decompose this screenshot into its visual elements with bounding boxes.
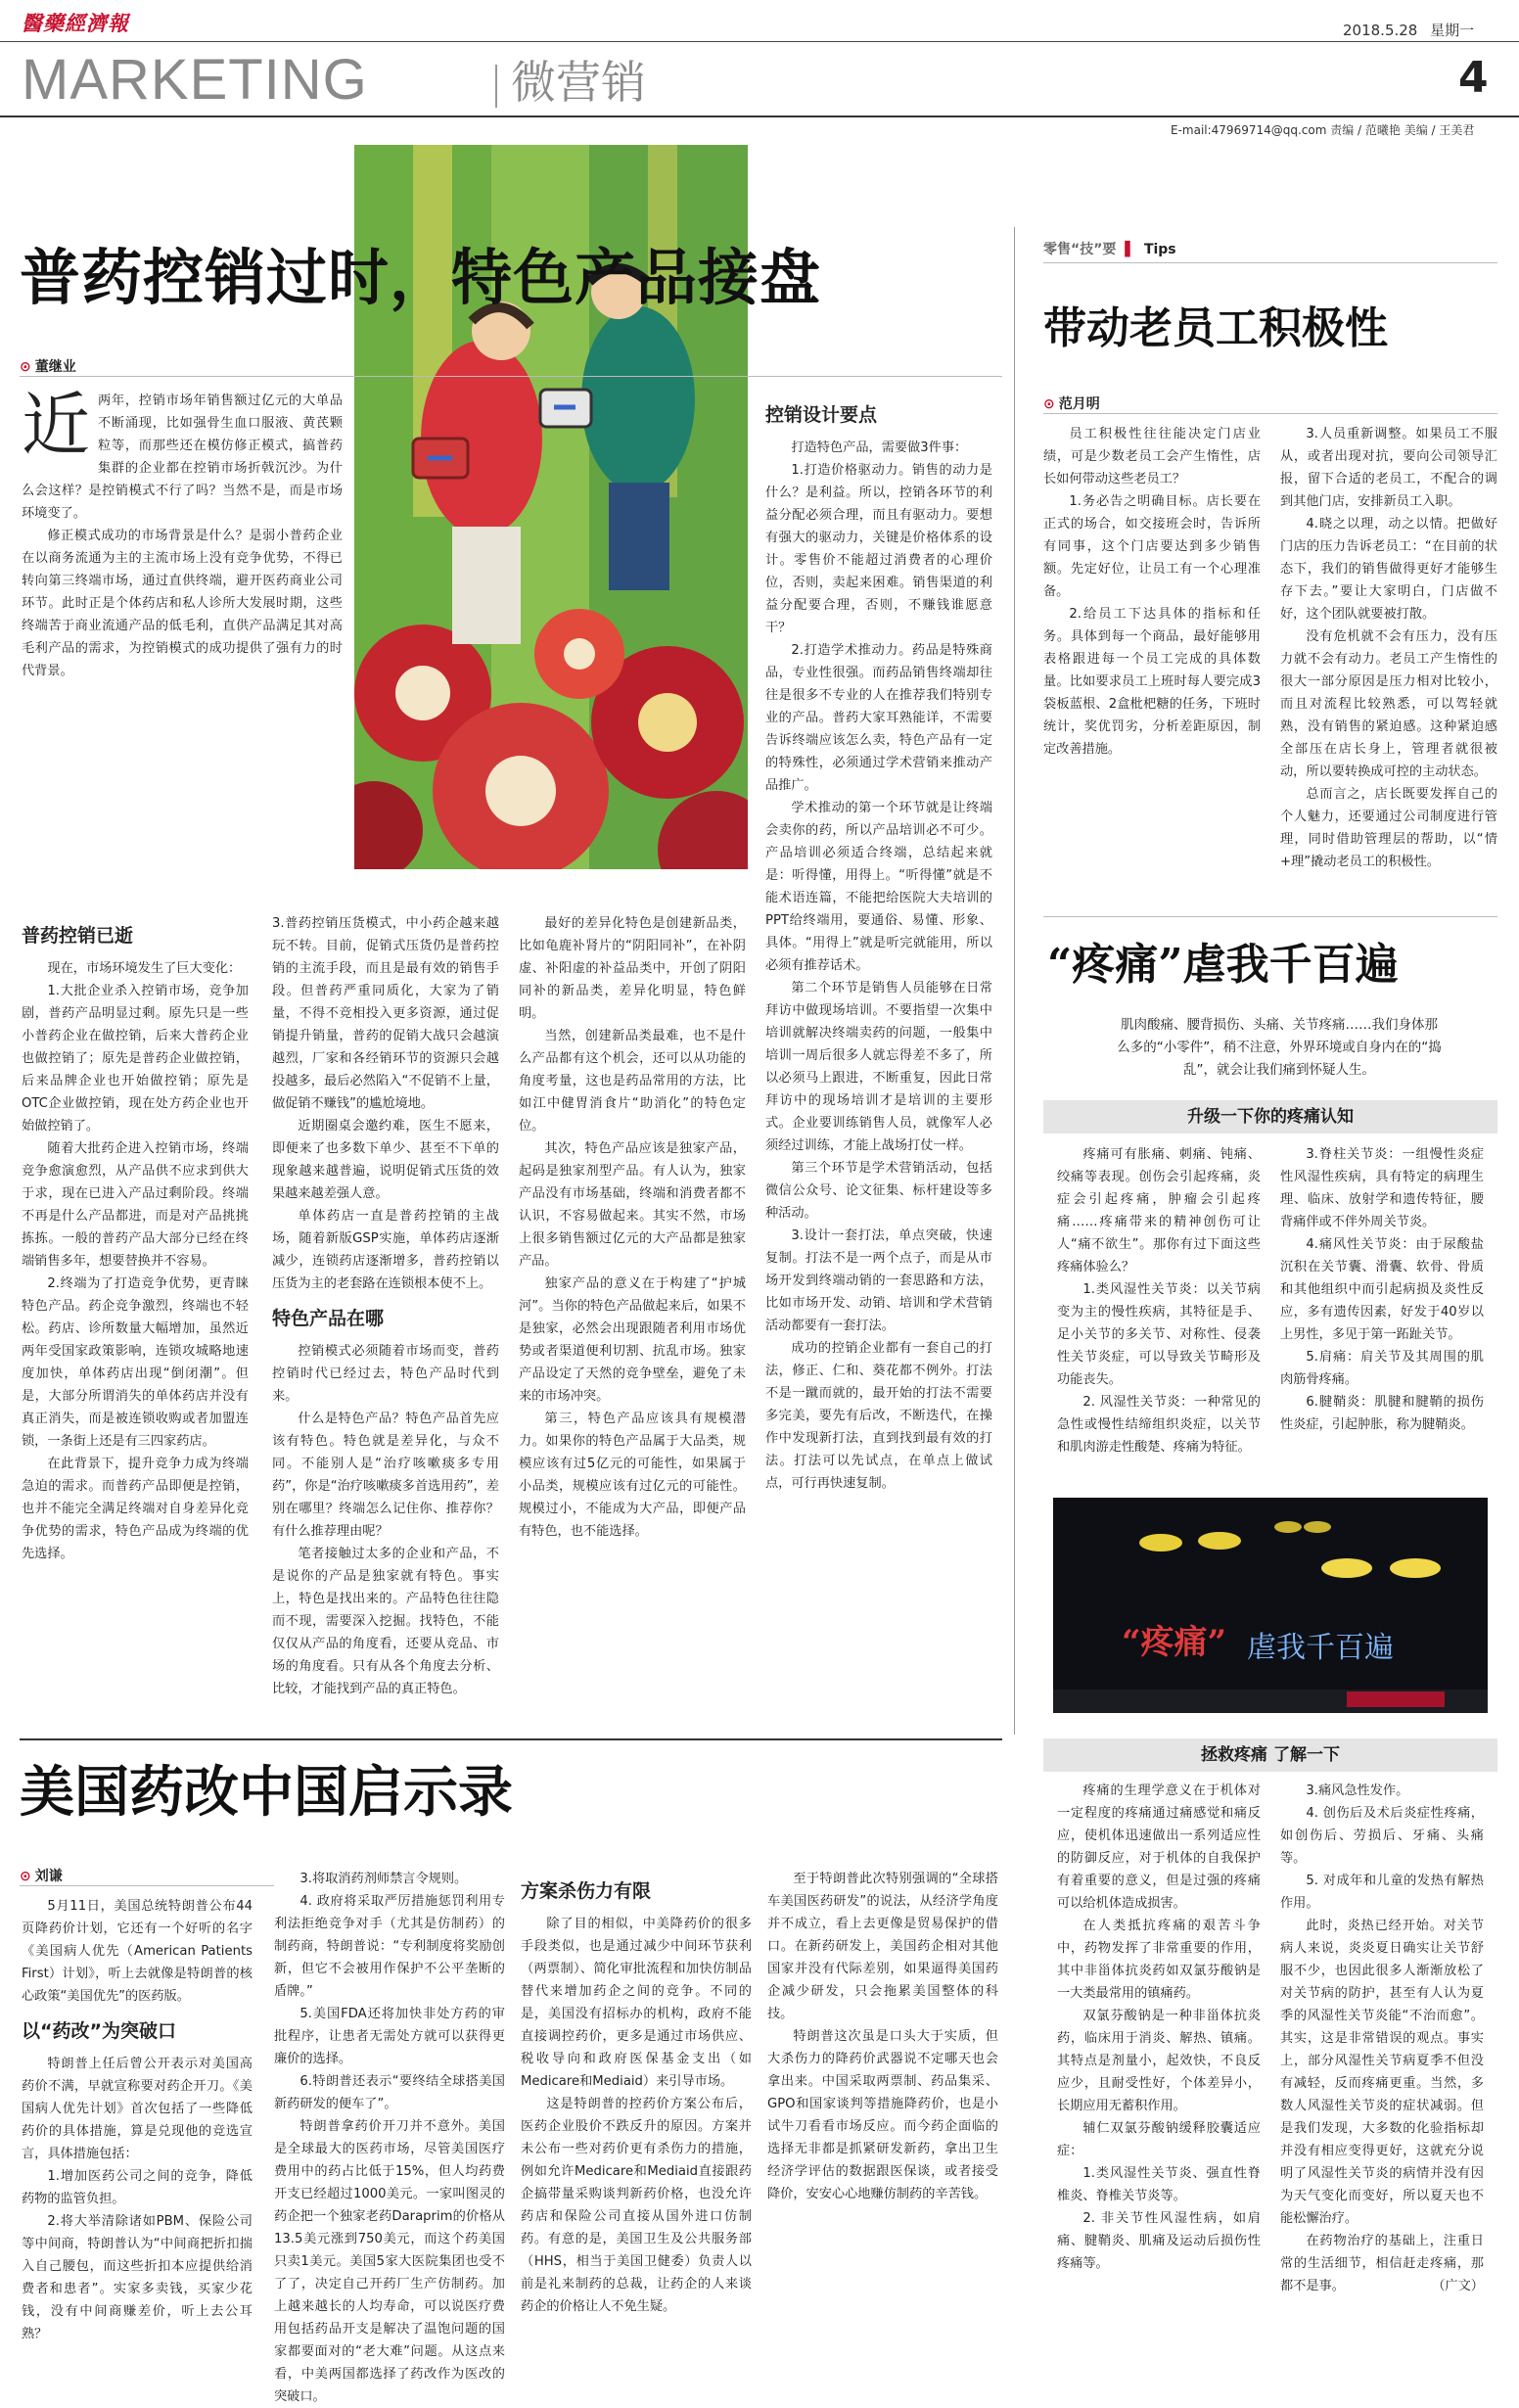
subheading: 以“药改”为突破口 [22,2020,176,2042]
pain-banner [1053,1498,1488,1713]
subheading: 特色产品在哪 [272,1308,385,1329]
article1-byline [20,356,76,376]
paragraph: 6.腱鞘炎：肌腱和腱鞘的损伤性炎症，引起肿胀，称为腱鞘炎。 [1280,1395,1484,1432]
article3-column-1 [22,1895,253,2345]
paragraph: 笔者接触过太多的企业和产品，不是说你的产品是独家就有特色。事实上，特色是找出来的。产品特色往往隐而不现，需要深入挖掘。找特色，不能仅仅从产品的角度看，还要从竞品、市场的角度看。只有从各个角度去分析、比较，才能找到产品的真正特色。 [272,1547,499,1696]
paragraph: 5.美国FDA还将加快非处方药的审批程序，让患者无需处方就可以获得更廉价的选择。 [274,2007,505,2066]
paragraph: 1.打造价格驱动力。销售的动力是什么？是利益。所以，控销各环节的利益分配必须合理，而且有驱动力。要想有强大的驱动力，关键是价格体系的设计。零售价不能超过消费者的心理价位，否则，卖起来困难。销售渠道的利益分配要合理，否则，不赚钱谁愿意干？ [765,463,992,635]
paragraph: 现在，市场环境发生了巨大变化： [47,961,242,976]
paragraph: 第三个环节是学术营销活动，包括微信公众号、论文征集、标杆建设等多种活动。 [765,1161,992,1221]
paragraph: 总而言之，店长既要发挥自己的个人魅力，还要通过公司制度进行管理，同时借助管理层的帮助，以“情+理”撬动老员工的积极性。 [1280,787,1497,869]
masthead-top-rule [0,41,1519,42]
pain-box1-header: 升级一下你的疼痛认知 [1043,1100,1497,1134]
banner-brand-logo [1347,1691,1445,1707]
paragraph: 第二个环节是销售人员能够在日常拜访中做现场培训。不要指望一次集中培训就解决终端卖药的问题，一般集中培训一周后很多人就忘得差不多了，所以必须马上跟进，不断重复，因此日常拜访中的现场培训才是培训的主要形式。企业要训练销售人员，就像军人必须经过训练，才能上战场打仗一样。 [765,981,992,1153]
article1-title-rule [20,376,1002,377]
paragraph: 学术推动的第一个环节就是让终端会卖你的药，所以产品培训必不可少。产品培训必须适合终端，总结起来就是：听得懂，用得上。“听得懂”就是不能术语连篇，不能把给医院大夫培训的PPT给终端用，要通俗、易懂、形象、具体。“用得上”就是听完就能用，所以必须有推荐话术。 [765,801,992,973]
paragraph: 随着大批药企进入控销市场，终端竞争愈演愈烈，从产品供不应求到供大于求，现在已进入产品过剩阶段。终端不再是什么产品都进，而是对产品挑挑拣拣。一般的普药产品大部分已经在终端销售多年，想要替换并不容易。 [22,1141,249,1269]
bullet-icon: ⊙ [1043,396,1055,412]
source-tag: （广文） [1432,2279,1484,2293]
pain-box1-column-1 [1057,1143,1261,1459]
article1-column-2 [272,912,499,1700]
tips-rule [1043,262,1497,263]
paragraph: 此时，炎热已经开始。对关节病人来说，炎炎夏日确实让关节舒服不少，也因此很多人渐渐放松了对关节病的防护，甚至有人认为夏季的风湿性关节炎能“不治而愈”。其实，这是非常错误的观点。事实上，部分风湿性关节病夏季不但没有减轻，反而疼痛更重。当然，多数人风湿性关节炎的症状减弱。但是我们发现，大多数的化验指标却并没有相应变得更好，这就充分说明了风湿性关节炎的病情并没有因为天气变化而变好，所以夏天也不能松懈治疗。 [1280,1919,1484,2226]
tag-label: Tips [1143,242,1176,257]
paragraph: 3.将取消药剂师禁言令规则。 [299,1872,468,1886]
paragraph: 1.类风湿性关节炎：以关节病变为主的慢性疾病，其特征是手、足小关节的多关节、对称性、侵袭性关节炎症，可以导致关节畸形及功能丧失。 [1057,1282,1261,1387]
tag-prefix: 零售“技”要 [1043,242,1117,257]
section-title-cn: 微营销 [511,56,646,109]
pain-title: “疼痛”虐我千百遍 [1047,940,1399,990]
paragraph: 除了目的相似，中美降药价的很多手段类似，也是通过减少中间环节获利（两票制）、简化审批流程和加快仿制品替代来增加药企之间的竞争。不同的是，美国没有招标办的机构，政府不能直接调控药价，更多是通过市场供应、税收导向和政府医保基金支出（如Medicare和Mediaid）来引导市场。 [521,1917,752,2089]
paragraph: 成功的控销企业都有一套自己的打法，修正、仁和、葵花都不例外。打法不是一蹴而就的，最开始的打法不需要多完美，要先有后改，不断迭代，在操作中发现新打法，直到找到最有效的打法。打法可以先试点，在单点上做试点，可行再快速复制。 [765,1341,992,1491]
paragraph: 4.痛风性关节炎：由于尿酸盐沉积在关节囊、滑囊、软骨、骨质和其他组织中而引起病损及炎性反应，多有遗传因素，好发于40岁以上男性，多见于第一跖趾关节。 [1280,1237,1484,1342]
paragraph: 其次，特色产品应该是独家产品，起码是独家剂型产品。有人认为，独家产品没有市场基础，终端和消费者都不认识，不容易做起来。其实不然，市场上很多销售额过亿元的大产品都是独家产品。 [519,1141,746,1269]
author: 董继业 [34,359,76,375]
subheading: 普药控销已逝 [22,925,134,947]
paragraph: 在此背景下，提升竞争力成为终端急迫的需求。而普药产品即便是控销，也并不能完全满足终端对自身差异化竞争优势的需求，特色产品成为终端的优先选择。 [22,1457,249,1561]
paragraph: 2. 风湿性关节炎：一种常见的急性或慢性结缔组织炎症，以关节和肌肉游走性酸楚、疼痛为特征。 [1057,1395,1261,1455]
paragraph: 什么是特色产品？特色产品首先应该有特色。特色就是差异化，与众不同。不能别人是“治疗咳嗽痰多专用药”，你是“治疗咳嗽痰多首选用药”，差别在哪里？终端怎么记住你、推荐你？有什么推荐理由呢？ [272,1412,499,1539]
paragraph: 员工积极性往往能决定门店业绩，可是少数老员工会产生惰性，店长如何带动这些老员工？ [1043,427,1261,486]
tag-separator-icon: ▌ [1125,242,1136,257]
paragraph: 控销模式必须随着市场而变，普药控销时代已经过去，特色产品时代到来。 [272,1344,499,1404]
paragraph: 3.人员重新调整。如果员工不服从，或者出现对抗，要向公司领导汇报，留下合适的老员工，不配合的调到其他门店，安排新员工入职。 [1280,427,1497,509]
glowing-eyes-art [1053,1498,1488,1713]
paragraph: 6.特朗普还表示“要终结全球搭美国新药研发的便车了”。 [274,2074,505,2111]
article3-column-4 [767,1868,998,2205]
paragraph: 2.终端为了打造竞争优势，更青睐特色产品。药企竞争激烈，终端也不轻松。药店、诊所数量大幅增加，虽然近两年受国家政策影响，连锁攻城略地速度加快，单体药店出现“倒闭潮”。但是，大部分所谓消失的单体药店并没有真正消失，而是被连锁收购或者加盟连锁，一条街上还是有三四家药店。 [22,1276,249,1449]
paragraph: 3.普药控销压货模式，中小药企越来越玩不转。目前，促销式压货仍是普药控销的主流手段，而且是最有效的销售手段。但普药严重同质化，大家为了销量，不得不竞相投入更多资源，通过促销提升销量，普药的促销大战只会越演越烈，厂家和各经销环节的资源只会越投越多，最后必然陷入“不促销不上量，做促销不赚钱”的尴尬境地。 [272,916,499,1111]
drop-cap: 近 [22,385,90,465]
author: 刘谦 [34,1869,63,1884]
masthead-bottom-rule [0,116,1519,117]
paragraph: 第三，特色产品应该具有规模潜力。如果你的特色产品属于大品类，规模应该有过5亿元的可能性，如果属于小品类，规模应该有过亿元的可能性。规模过小，不能成为大产品，即便产品有特色，也不能选择。 [519,1412,746,1539]
paragraph: 疼痛的生理学意义在于机体对一定程度的疼痛通过痛感觉和痛反应，使机体迅速做出一系列适应性的防御反应，对于机体的自我保护有着重要的意义，但是过强的疼痛可以给机体造成损害。 [1057,1783,1261,1911]
paragraph: 最好的差异化特色是创建新品类，比如龟鹿补肾片的“阴阳同补”，在补阴虚、补阳虚的补益品类中，开创了阴阳同补的新品类，差异化明显，特色鲜明。 [519,916,746,1021]
paragraph: 1.务必告之明确目标。店长要在正式的场合，如交接班会时，告诉所有同事，这个门店要达到多少销售额。先定好位，让员工有一个心理准备。 [1043,494,1261,599]
paragraph: 特朗普这次虽是口头大于实质，但大杀伤力的降药价武器说不定哪天也会拿出来。中国采取两票制、药品集采、GPO和国家谈判等措施降药价，也是小试牛刀看看市场反应。而今药企面临的选择无非都是抓紧研发新药，拿出卫生经济学评估的数据跟医保谈，或者接受降价，安安心心地赚仿制药的辛苦钱。 [767,2029,998,2201]
article2-column-2 [1280,423,1497,873]
author: 范月明 [1058,396,1100,412]
bullet-icon: ⊙ [20,359,31,375]
page-number: 4 [1458,53,1489,103]
paragraph: 在药物治疗的基础上，注重日常的生活细节，相信赶走疼痛，那都不是事。 [1280,2234,1484,2293]
paragraph: 在人类抵抗疼痛的艰苦斗争中，药物发挥了非常重要的作用，其中非甾体抗炎药如双氯芬酸钠是一大类最常用的镇痛药。 [1057,1919,1261,2001]
pain-box2-header: 拯救疼痛 了解一下 [1043,1738,1497,1772]
article2-byline [1043,394,1100,413]
paragraph: 2. 非关节性风湿性病，如肩痛、腱鞘炎、肌痛及运动后损伤性疼痛等。 [1057,2211,1261,2271]
paragraph: 3.脊柱关节炎：一组慢性炎症性风湿性疾病，具有特定的病理生理、临床、放射学和遗传特征，腰背痛伴或不伴外周关节炎。 [1280,1147,1484,1229]
paragraph: 1.类风湿性关节炎、强直性脊椎炎、脊椎关节炎等。 [1057,2166,1261,2203]
paragraph: 3.痛风急性发作。 [1306,1783,1409,1798]
banner-text-pain: “疼痛” [1122,1623,1227,1662]
paragraph: 1.大批企业杀入控销市场，竞争加剧，普药产品明显过剩。原先只是一些小普药企业在做控销，后来大普药企业也做控销了；原先是普药企业做控销，后来品牌企业也开始做控销；原先是OTC企业做控销，现在处方药企业也开始做控销了。 [22,984,249,1134]
paragraph: 2.将大举清除诸如PBM、保险公司等中间商，特朗普认为“中间商把折扣揣入自己腰包，而这些折扣本应提供给消费者和患者”。实家多卖钱，买家少花钱，没有中间商赚差价，听上去公耳熟？ [22,2214,253,2341]
subheading: 方案杀伤力有限 [521,1880,652,1902]
article1-title: 普药控销过时，特色产品接盘 [20,242,822,313]
paragraph: 特朗普拿药价开刀并不意外。美国是全球最大的医药市场，尽管美国医疗费用中的药占比低于15%，但人均药费开支已经超过1000美元。一家叫图灵的药企把一个独家老药Daraprim的价格从13.5美元涨到750美元，而这个药美国只卖1美元。美国5家大医院集团也受不了了，决定自己开药厂生产仿制药。加上越来越长的人均寿命，可以说医疗费用包括药品开支是解决了温饱问题的国家都要面对的“老大难”问题。从这点来看，中美两国都选择了药改作为医改的突破口。 [274,2119,505,2404]
article3-title: 美国药改中国启示录 [20,1760,513,1825]
paragraph: 修正模式成功的市场背景是什么？是弱小普药企业在以商务流通为主的主流市场上没有竞争优势，不得已转向第三终端市场，通过直供终端，避开医药商业公司环节。此时正是个体药店和私人诊所大发展时期，这些终端苦于商业流通产品的低毛利，直供产品满足其对高毛利产品的需求，为控销模式的成功提供了强有力的时代背景。 [22,529,343,678]
bullet-icon: ⊙ [20,1869,31,1884]
article3-byline-rule [20,1885,274,1886]
weekday: 星期一 [1430,22,1475,39]
issue-date [1343,20,1474,40]
tips-tag [1043,239,1176,258]
right-rail-divider [1014,227,1015,1735]
article3-column-3 [521,1868,752,2318]
paragraph: 2.打造学术推动力。药品是特殊商品，专业性很强。而药品销售终端却往往是很多不专业的人在推荐我们特别专业的产品。普药大家耳熟能详，不需要告诉终端应该怎么卖，特色产品有一定的特殊性，必须通过学术营销来推动产品推广。 [765,643,992,793]
article3-byline [20,1866,63,1885]
editor-line: E-mail:47969714@qq.com 责编 / 范曦艳 美编 / 王美君 [1171,123,1475,137]
pain-top-rule [1043,916,1497,917]
paragraph: 辅仁双氯芬酸钠缓释胶囊适应症： [1057,2121,1261,2158]
banner-text-tagline: 虐我千百遍 [1247,1631,1394,1665]
section-title-divider [495,65,497,108]
paragraph: 疼痛可有胀痛、刺痛、钝痛、绞痛等表现。创伤会引起疼痛，炎症会引起疼痛，肿瘤会引起疼痛……疼痛带来的精神创伤可让人“痛不欲生”。那你有过下面这些疼痛体验么？ [1057,1147,1261,1274]
paragraph: 没有危机就不会有压力，没有压力就不会有动力。老员工产生惰性的很大一部分原因是压力相对比较小，而且对流程比较熟悉，可以驾轻就熟，没有销售的紧迫感。这种紧迫感全部压在店长身上，管理者就很被动，所以要转换成可控的主动状态。 [1280,629,1497,779]
article2-column-1 [1043,423,1261,761]
paragraph: 至于特朗普此次特别强调的“全球搭车美国医药研发”的说法，从经济学角度并不成立，看上去更像是贸易保护的借口。在新药研发上，美国药企相对其他国家并没有代际差别，如果逼得美国药企减少研发，只会拖累美国整体的科技。 [767,1872,998,2021]
paragraph: 单体药店一直是普药控销的主战场，随着新版GSP实施，单体药店逐渐减少，连锁药店逐渐增多，普药控销以压货为主的老套路在连锁根本使不上。 [272,1209,499,1291]
date: 2018.5.28 [1343,22,1418,39]
article3-top-rule [20,1738,1002,1740]
article2-byline-rule [1043,413,1497,414]
paragraph: 当然，创建新品类最难，也不是什么产品都有这个机会，还可以从功能的角度考量，这也是药品常用的方法，比如江中健胃消食片“助消化”的特色定位。 [519,1029,746,1134]
pain-box2-column-1 [1057,1780,1261,2275]
section-title-en: MARKETING [22,48,368,112]
paragraph: 1.增加医药公司之间的竞争，降低药物的监管负担。 [22,2169,253,2206]
article2-title: 带动老员工积极性 [1043,303,1388,353]
paragraph: 5.肩痛：肩关节及其周围的肌肉筋骨疼痛。 [1280,1350,1484,1387]
paragraph: 双氯芬酸钠是一种非甾体抗炎药，临床用于消炎、解热、镇痛。其特点是剂量小，起效快，不良反应少，且耐受性好，个体差异小，长期应用无蓄积作用。 [1057,2009,1261,2113]
paragraph: 4. 政府将采取严厉措施惩罚利用专利法拒绝竞争对手（尤其是仿制药）的制药商，特朗普说：“专利制度将奖励创新，但它不会被用作保护不公平垄断的盾牌。” [274,1894,505,1999]
article1-column-4 [765,392,992,1495]
paragraph: 近期圈桌会邀约难，医生不愿来，即便来了也多数下单少、甚至不下单的现象越来越普遍，说明促销式压货的效果越来越差强人意。 [272,1119,499,1201]
pain-intro: 肌肉酸痛、腰背损伤、头痛、关节疼痛……我们身体那么多的“小零件”，稍不注意，外界环境或自身内在的“捣乱”，就会让我们痛到怀疑人生。 [1117,1017,1442,1078]
paragraph: 3.设计一套打法，单点突破，快速复制。打法不是一两个点子，而是从市场开发到终端动销的一套思路和方法，比如市场开发、动销、培训和学术营销活动都要有一套打法。 [765,1228,992,1333]
paragraph: 5. 对成年和儿童的发热有解热作用。 [1280,1874,1484,1911]
paragraph: 这是特朗普的控药价方案公布后，医药企业股价不跌反升的原因。方案并未公布一些对药价更有杀伤力的措施，例如允许Medicare和Mediaid直接跟药企搞带量采购谈判新药价格，也没允许药店和保险公司直接从国外进口仿制药。有意的是，美国卫生及公共服务部（HHS，相当于美国卫健委）负责人以前是礼来制药的总裁，让药企的人来谈药企的价格让人不免生疑。 [521,2097,752,2314]
paragraph: 4. 创伤后及术后炎症性疼痛，如创伤后、劳损后、牙痛、头痛等。 [1280,1806,1484,1866]
article3-column-2 [274,1868,505,2408]
pain-box1-column-2 [1280,1143,1484,1436]
pain-box2-column-2 [1280,1780,1484,2297]
paragraph-last [1280,2230,1484,2297]
article1-column-3 [519,912,746,1543]
paragraph: 打造特色产品，需要做3件事： [791,440,968,455]
paragraph: 4.晓之以理，动之以情。把做好门店的压力告诉老员工：“在目前的状态下，我们的销售做得更好才能够生存下去。”要让大家明白，门店做不好，这个团队就要被打散。 [1280,517,1497,622]
article1-intro [22,385,343,682]
paragraph: 2.给员工下达具体的指标和任务。具体到每一个商品，最好能够用表格跟进每一个员工完成的具体数量。比如要求员工上班时每人要完成3袋板蓝根、2盒枇杷糖的任务，下班时统计，奖优罚劣，分析差距原因，制定改善措施。 [1043,607,1261,757]
paragraph: 独家产品的意义在于构建了“护城河”。当你的特色产品做起来后，如果不是独家，必然会出现跟随者利用市场优势或者渠道便利切割、抗乱市场。独家产品设定了天然的竞争壁垒，避免了未来的市场冲突。 [519,1276,746,1404]
article1-column-1 [22,912,249,1565]
paragraph: 特朗普上任后曾公开表示对美国高药价不满，早就宣称要对药企开刀。《美国病人优先计划》首次包括了一些降低药价的具体措施，算是兑现他的竞选宣言，具体措施包括： [22,2057,253,2161]
paragraph: 5月11日，美国总统特朗普公布44页降药价计划，它还有一个好听的名字《美国病人优先（American Patients First）计划》，听上去就像是特朗普的核心政策“美国优先”的医药版。 [22,1899,253,2004]
subheading: 控销设计要点 [765,404,878,426]
paragraph: 两年，控销市场年销售额过亿元的大单品不断涌现，比如强骨生血口服液、黄芪颗粒等，而那些还在模仿修正模式，搞普药集群的企业都在控销市场折戟沉沙。为什么会这样？是控销模式不行了吗？当然不是，而是市场环境变了。 [22,394,343,521]
paper-logo: 醫藥經濟報 [22,11,129,35]
